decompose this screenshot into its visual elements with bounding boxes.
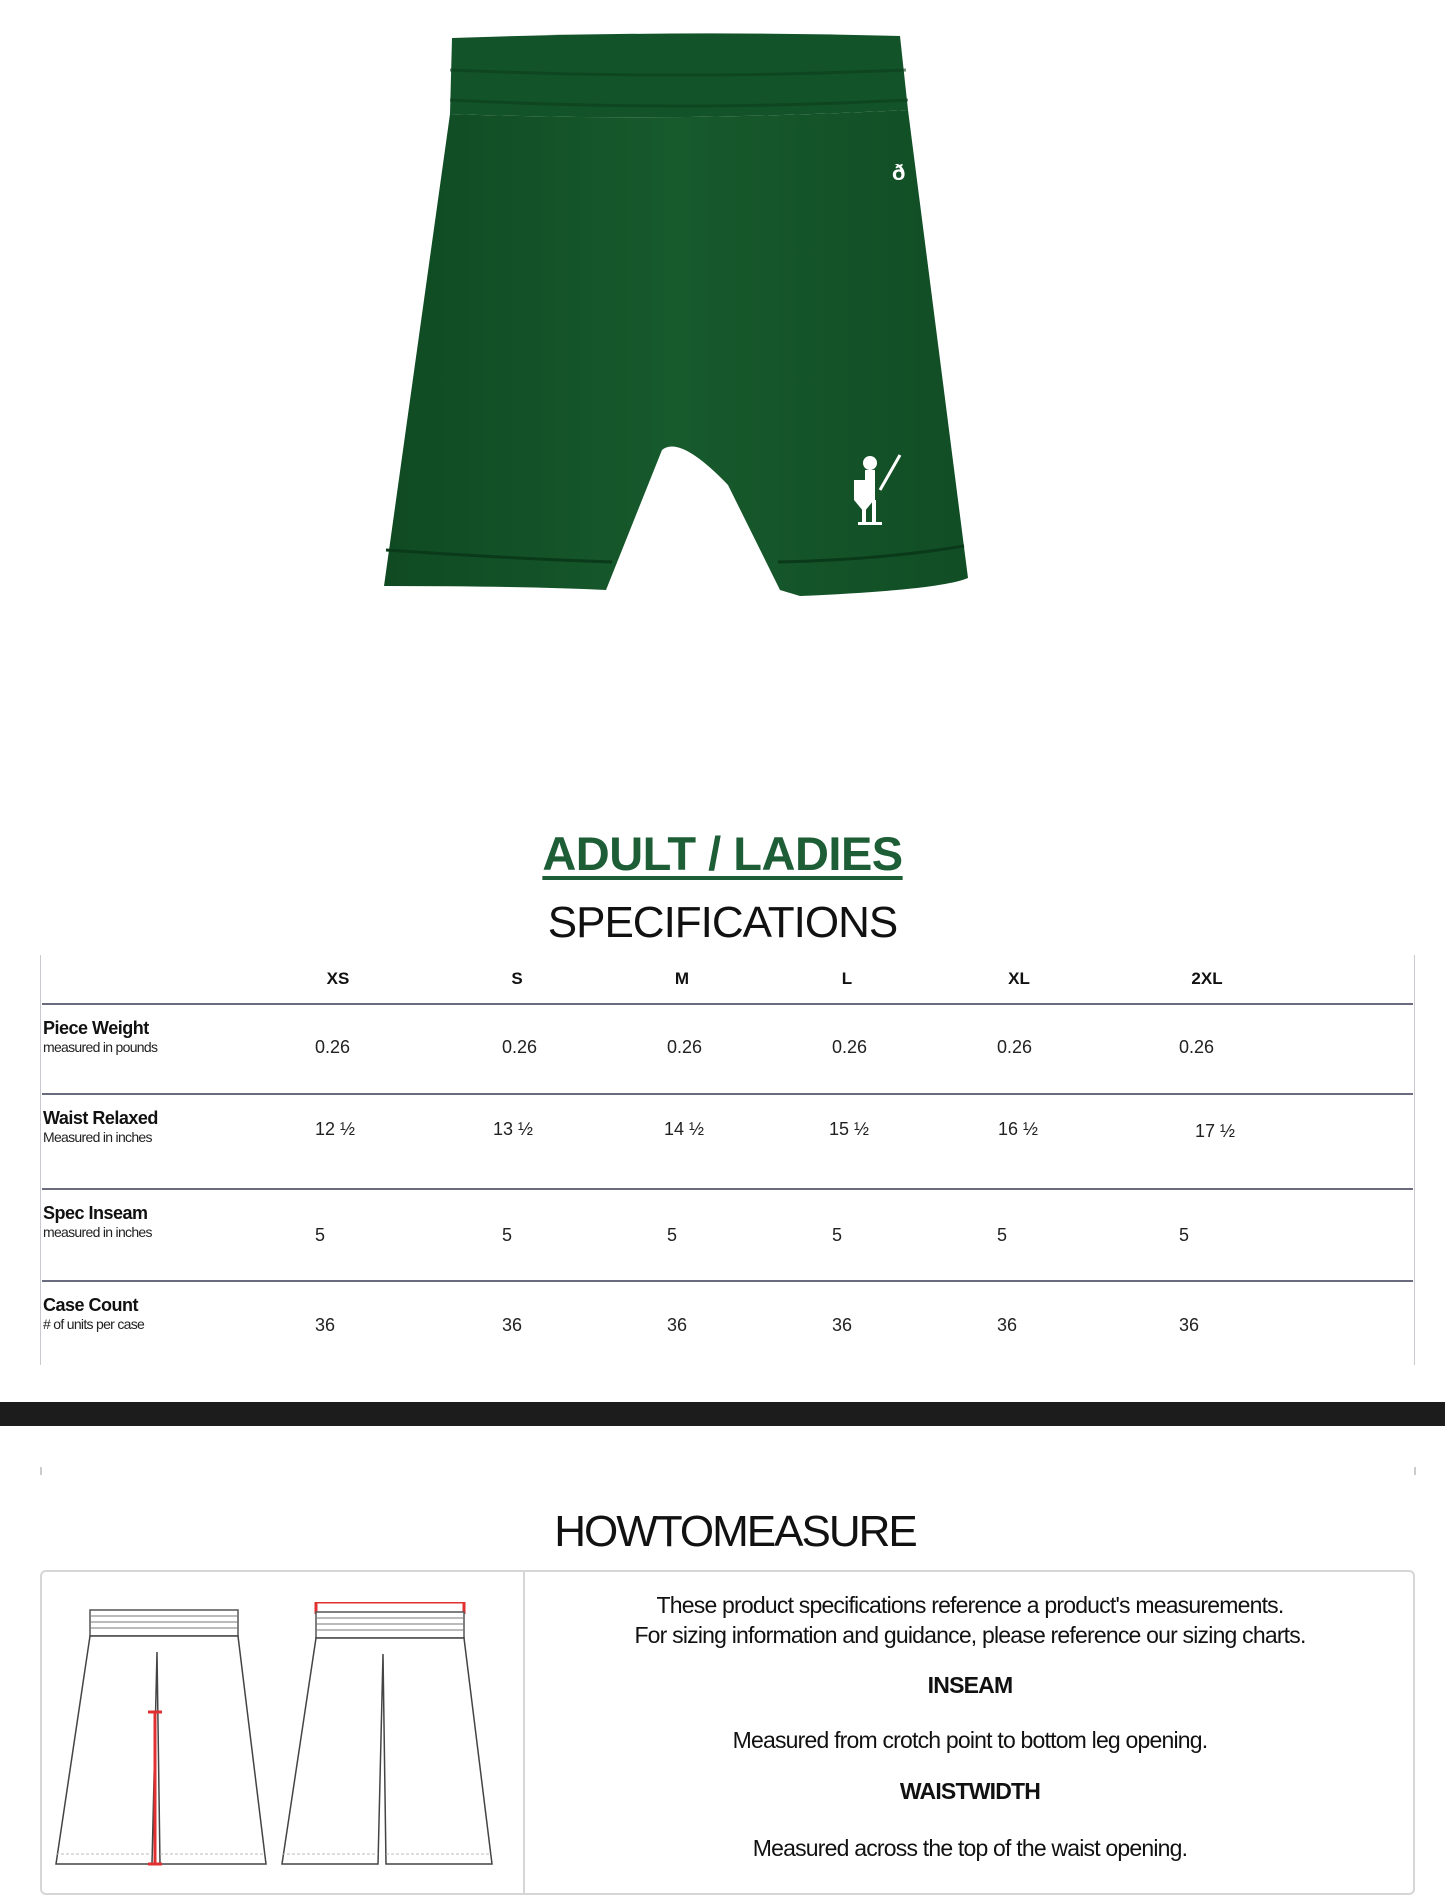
shorts-waist-diagram: [282, 1602, 492, 1864]
shorts-inseam-diagram: [56, 1610, 266, 1864]
size-header-s: S: [511, 969, 523, 988]
table-cell: 0.26: [315, 1037, 351, 1057]
table-divider: [42, 1003, 1413, 1005]
corner-tick: [1414, 1467, 1416, 1475]
how-to-measure-text: [525, 1572, 1415, 1862]
table-cell: 0.26: [997, 1037, 1033, 1057]
table-cell: 36: [315, 1315, 336, 1335]
logo-text: INCARNATION: [918, 605, 1059, 624]
row-label-main: Piece Weight: [43, 1018, 149, 1038]
table-cell: 5: [1179, 1225, 1190, 1245]
table-border-left: [40, 955, 41, 1365]
specifications-heading: SPECIFICATIONS: [547, 898, 898, 947]
table-cell: 14 ½: [664, 1119, 705, 1139]
table-cell: 5: [832, 1225, 843, 1245]
row-label-sub: Measured in inches: [43, 1128, 152, 1145]
svg-text:ð: ð: [892, 160, 906, 185]
table-cell: 0.26: [832, 1037, 868, 1057]
table-divider: [42, 1280, 1413, 1282]
table-divider: [42, 1188, 1413, 1190]
table-cell: 0.26: [1179, 1037, 1215, 1057]
table-divider: [42, 1093, 1413, 1095]
table-cell: 5: [667, 1225, 678, 1245]
table-border-right: [1414, 955, 1415, 1365]
table-cell: 36: [997, 1315, 1018, 1335]
intro-line: For sizing information and guidance, please reference our sizing charts.: [634, 1622, 1306, 1648]
table-cell: 36: [667, 1315, 688, 1335]
row-label-waist-relaxed: [43, 1108, 158, 1145]
inseam-heading: INSEAM: [927, 1672, 1013, 1698]
table-cell: 13 ½: [493, 1119, 534, 1139]
row-label-piece-weight: [43, 1018, 157, 1055]
row-label-sub: measured in pounds: [43, 1038, 158, 1055]
measurement-diagram: [52, 1602, 512, 1882]
row-label-sub: measured in inches: [43, 1223, 152, 1240]
inseam-description: Measured from crotch point to bottom leg opening.: [732, 1727, 1208, 1753]
corner-tick: [40, 1467, 42, 1475]
section-divider-bar: [0, 1402, 1445, 1426]
waist-width-description: Measured across the top of the waist opening.: [752, 1835, 1188, 1861]
table-cell: 36: [502, 1315, 523, 1335]
table-cell: 0.26: [502, 1037, 538, 1057]
how-to-measure-heading: HOWTOMEASURE: [554, 1507, 916, 1556]
spec-table: [40, 955, 1415, 1365]
size-header-m: M: [674, 969, 690, 988]
table-cell: 5: [502, 1225, 513, 1245]
table-cell: 5: [315, 1225, 326, 1245]
size-header-2xl: 2XL: [1191, 969, 1223, 988]
row-label-case-count: [43, 1295, 144, 1332]
waist-width-heading: WAISTWIDTH: [899, 1778, 1041, 1804]
intro-line: These product specifications reference a product's measurements.: [656, 1592, 1284, 1618]
intro-text: [525, 1590, 1415, 1650]
table-cell: 16 ½: [998, 1119, 1039, 1139]
table-cell: 36: [832, 1315, 853, 1335]
page-title: ADULT / LADIES: [542, 827, 903, 880]
row-label-main: Waist Relaxed: [43, 1108, 158, 1128]
table-cell: 0.26: [667, 1037, 703, 1057]
table-cell: 36: [1179, 1315, 1200, 1335]
row-label-spec-inseam: [43, 1203, 152, 1240]
how-to-measure-panel: [40, 1570, 1415, 1895]
table-cell: 5: [997, 1225, 1008, 1245]
row-label-main: Case Count: [43, 1295, 139, 1315]
table-cell: 12 ½: [315, 1119, 356, 1139]
row-label-main: Spec Inseam: [43, 1203, 148, 1223]
table-cell: 17 ½: [1195, 1121, 1236, 1141]
size-header-l: L: [841, 969, 853, 988]
table-cell: 15 ½: [829, 1119, 870, 1139]
size-header-xl: XL: [1008, 969, 1030, 988]
row-label-sub: # of units per case: [43, 1315, 145, 1332]
size-header-xs: XS: [326, 969, 350, 988]
